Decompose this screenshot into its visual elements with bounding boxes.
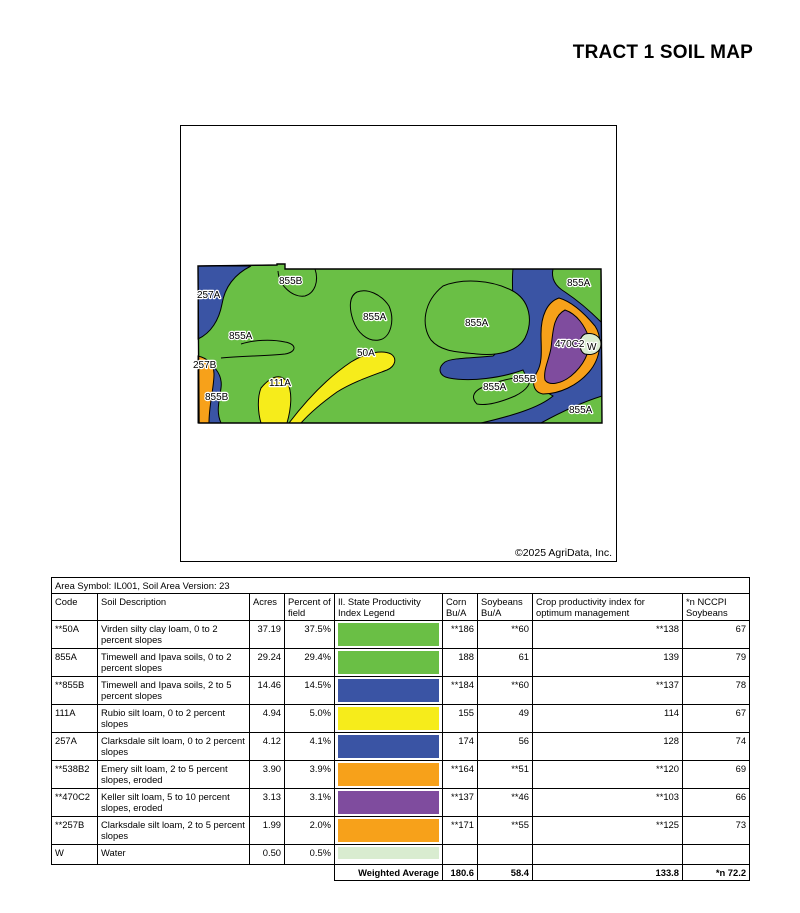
nccpi-soybeans: 69 bbox=[683, 761, 750, 789]
map-label: 855A bbox=[465, 318, 489, 329]
map-label: 855A bbox=[363, 312, 387, 323]
soil-code: **470C2 bbox=[52, 789, 98, 817]
soil-percent: 29.4% bbox=[285, 649, 335, 677]
legend-swatch bbox=[335, 677, 443, 705]
table-row bbox=[52, 677, 750, 705]
nccpi-soybeans: 66 bbox=[683, 789, 750, 817]
legend-color-swatch bbox=[338, 735, 439, 758]
nccpi-soybeans: 67 bbox=[683, 705, 750, 733]
soil-percent: 37.5% bbox=[285, 621, 335, 649]
soil-code: **257B bbox=[52, 817, 98, 845]
legend-swatch bbox=[335, 789, 443, 817]
crop-productivity-index: **137 bbox=[533, 677, 683, 705]
soil-description: Timewell and Ipava soils, 2 to 5 percent slopes bbox=[98, 677, 250, 705]
table-row bbox=[52, 845, 750, 865]
soil-rows bbox=[52, 621, 750, 865]
legend-swatch bbox=[335, 845, 443, 865]
crop-productivity-index: **103 bbox=[533, 789, 683, 817]
header-corn: Corn Bu/A bbox=[443, 594, 478, 621]
nccpi-soybeans: 67 bbox=[683, 621, 750, 649]
soil-percent: 5.0% bbox=[285, 705, 335, 733]
header-acres: Acres bbox=[250, 594, 285, 621]
legend-color-swatch bbox=[338, 847, 439, 859]
soil-code: **50A bbox=[52, 621, 98, 649]
map-label: 855A bbox=[483, 382, 507, 393]
soybean-yield: **46 bbox=[478, 789, 533, 817]
copyright-notice: ©2025 AgriData, Inc. bbox=[514, 547, 612, 559]
soybean-yield: **60 bbox=[478, 677, 533, 705]
corn-yield: **184 bbox=[443, 677, 478, 705]
corn-yield: **164 bbox=[443, 761, 478, 789]
soil-code: **538B2 bbox=[52, 761, 98, 789]
soil-table bbox=[51, 577, 750, 881]
crop-productivity-index: 114 bbox=[533, 705, 683, 733]
soil-map-drawing bbox=[181, 126, 616, 561]
weighted-corn: 180.6 bbox=[443, 865, 478, 881]
corn-yield bbox=[443, 845, 478, 865]
corn-yield: 174 bbox=[443, 733, 478, 761]
header-pct: Percent of field bbox=[285, 594, 335, 621]
soil-acres: 0.50 bbox=[250, 845, 285, 865]
table-header-row bbox=[52, 594, 750, 621]
legend-color-swatch bbox=[338, 679, 439, 702]
soil-description: Timewell and Ipava soils, 0 to 2 percent slopes bbox=[98, 649, 250, 677]
soil-code: W bbox=[52, 845, 98, 865]
soybean-yield: **60 bbox=[478, 621, 533, 649]
weighted-average-row bbox=[52, 865, 750, 881]
map-label: 855A bbox=[229, 331, 253, 342]
soil-description: Virden silty clay loam, 0 to 2 percent slopes bbox=[98, 621, 250, 649]
legend-swatch bbox=[335, 705, 443, 733]
legend-color-swatch bbox=[338, 791, 439, 814]
table-row bbox=[52, 817, 750, 845]
soil-acres: 3.13 bbox=[250, 789, 285, 817]
corn-yield: 155 bbox=[443, 705, 478, 733]
soil-acres: 37.19 bbox=[250, 621, 285, 649]
map-label: 257B bbox=[193, 360, 217, 371]
legend-color-swatch bbox=[338, 623, 439, 646]
header-desc: Soil Description bbox=[98, 594, 250, 621]
map-label: 855B bbox=[279, 276, 303, 287]
map-label: 470C2 bbox=[555, 339, 585, 350]
soil-acres: 14.46 bbox=[250, 677, 285, 705]
header-soy: Soybeans Bu/A bbox=[478, 594, 533, 621]
soil-description: Rubio silt loam, 0 to 2 percent slopes bbox=[98, 705, 250, 733]
soybean-yield: 61 bbox=[478, 649, 533, 677]
soil-description: Water bbox=[98, 845, 250, 865]
weighted-label: Weighted Average bbox=[335, 865, 443, 881]
area-symbol: Area Symbol: IL001, Soil Area Version: 23 bbox=[52, 578, 750, 594]
crop-productivity-index: **138 bbox=[533, 621, 683, 649]
soil-acres: 29.24 bbox=[250, 649, 285, 677]
soybean-yield: **55 bbox=[478, 817, 533, 845]
weighted-nccpi: *n 72.2 bbox=[683, 865, 750, 881]
soybean-yield: **51 bbox=[478, 761, 533, 789]
soybean-yield: 49 bbox=[478, 705, 533, 733]
legend-color-swatch bbox=[338, 651, 439, 674]
crop-productivity-index bbox=[533, 845, 683, 865]
legend-color-swatch bbox=[338, 707, 439, 730]
header-legend: Il. State Productivity Index Legend bbox=[335, 594, 443, 621]
soil-description: Keller silt loam, 5 to 10 percent slopes, eroded bbox=[98, 789, 250, 817]
soil-percent: 0.5% bbox=[285, 845, 335, 865]
header-nccpi: *n NCCPI Soybeans bbox=[683, 594, 750, 621]
map-label: 50A bbox=[357, 348, 375, 359]
soil-code: **855B bbox=[52, 677, 98, 705]
map-label: 855A bbox=[569, 405, 593, 416]
soil-code: 855A bbox=[52, 649, 98, 677]
corn-yield: **171 bbox=[443, 817, 478, 845]
soil-acres: 1.99 bbox=[250, 817, 285, 845]
crop-productivity-index: **120 bbox=[533, 761, 683, 789]
map-label: 855B bbox=[513, 374, 537, 385]
corn-yield: 188 bbox=[443, 649, 478, 677]
legend-swatch bbox=[335, 817, 443, 845]
crop-productivity-index: 128 bbox=[533, 733, 683, 761]
legend-swatch bbox=[335, 649, 443, 677]
map-label: 111A bbox=[269, 378, 291, 389]
soil-description: Clarksdale silt loam, 0 to 2 percent slopes bbox=[98, 733, 250, 761]
header-cpi: Crop productivity index for optimum management bbox=[533, 594, 683, 621]
nccpi-soybeans: 79 bbox=[683, 649, 750, 677]
table-row bbox=[52, 621, 750, 649]
soybean-yield: 56 bbox=[478, 733, 533, 761]
table-row bbox=[52, 705, 750, 733]
legend-swatch bbox=[335, 761, 443, 789]
nccpi-soybeans bbox=[683, 845, 750, 865]
table-row bbox=[52, 761, 750, 789]
soil-percent: 3.9% bbox=[285, 761, 335, 789]
legend-color-swatch bbox=[338, 763, 439, 786]
soybean-yield bbox=[478, 845, 533, 865]
page-title: TRACT 1 SOIL MAP bbox=[572, 42, 753, 63]
soil-acres: 3.90 bbox=[250, 761, 285, 789]
nccpi-soybeans: 78 bbox=[683, 677, 750, 705]
header-code: Code bbox=[52, 594, 98, 621]
map-label: W bbox=[587, 342, 597, 353]
soil-percent: 4.1% bbox=[285, 733, 335, 761]
weighted-cpi: 133.8 bbox=[533, 865, 683, 881]
soil-code: 257A bbox=[52, 733, 98, 761]
soil-code: 111A bbox=[52, 705, 98, 733]
soil-description: Clarksdale silt loam, 2 to 5 percent slopes bbox=[98, 817, 250, 845]
legend-color-swatch bbox=[338, 819, 439, 842]
corn-yield: **186 bbox=[443, 621, 478, 649]
nccpi-soybeans: 74 bbox=[683, 733, 750, 761]
nccpi-soybeans: 73 bbox=[683, 817, 750, 845]
crop-productivity-index: **125 bbox=[533, 817, 683, 845]
map-label: 257A bbox=[197, 290, 221, 301]
map-label: 855A bbox=[567, 278, 591, 289]
weighted-soy: 58.4 bbox=[478, 865, 533, 881]
soil-acres: 4.12 bbox=[250, 733, 285, 761]
soil-percent: 2.0% bbox=[285, 817, 335, 845]
table-row bbox=[52, 649, 750, 677]
legend-swatch bbox=[335, 733, 443, 761]
crop-productivity-index: 139 bbox=[533, 649, 683, 677]
corn-yield: **137 bbox=[443, 789, 478, 817]
legend-swatch bbox=[335, 621, 443, 649]
map-label: 855B bbox=[205, 392, 229, 403]
table-row bbox=[52, 789, 750, 817]
soil-description: Emery silt loam, 2 to 5 percent slopes, eroded bbox=[98, 761, 250, 789]
soil-map bbox=[180, 125, 617, 562]
table-row bbox=[52, 733, 750, 761]
soil-acres: 4.94 bbox=[250, 705, 285, 733]
soil-percent: 14.5% bbox=[285, 677, 335, 705]
soil-percent: 3.1% bbox=[285, 789, 335, 817]
